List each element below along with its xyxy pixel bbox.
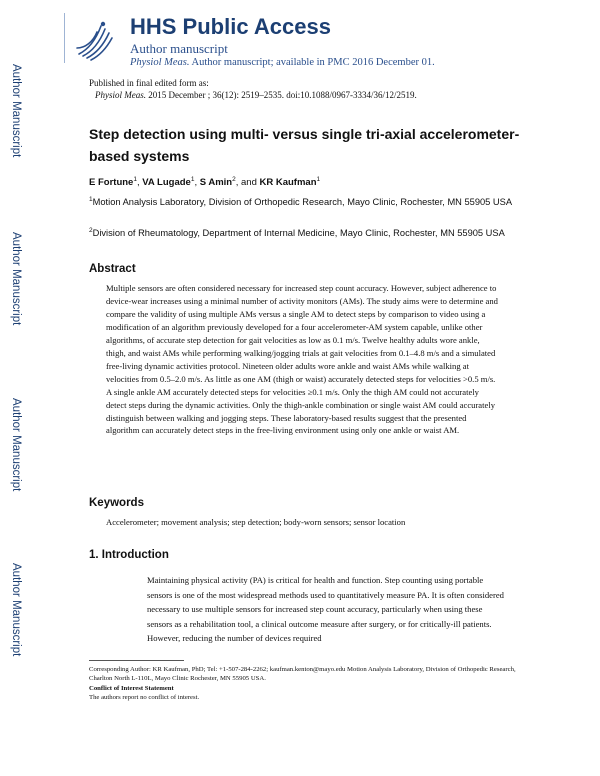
- keywords-text: Accelerometer; movement analysis; step detection; body-worn sensors; sensor location: [106, 517, 406, 527]
- author-name: E Fortune: [89, 177, 134, 189]
- keywords-heading: Keywords: [89, 497, 144, 509]
- manuscript-label: Author manuscript: [130, 41, 228, 56]
- side-strip: [0, 0, 52, 776]
- affiliation: $^2$Division of Rheumatology, Department of Internal Medicine, Mayo Clinic, Rochester, MN 55905 USA: [89, 227, 505, 239]
- affiliation: $^1$Motion Analysis Laboratory, Division of Orthopedic Research, Mayo Clinic, Rochester, MN 55905 USA: [89, 196, 513, 208]
- side-label: Author Manuscript: [10, 398, 22, 492]
- side-label: Author Manuscript: [10, 232, 22, 326]
- hhs-title: HHS Public Access: [130, 14, 331, 39]
- abstract-text: Multiple sensors are often considered necessary for increased step count accuracy. However, subject adherence to device-wear increases using a minimal number of activity monitors (AMs). The study aims were to determine and compare the validity of using multiple AMs versus a single AM to detect steps by comparison to video using a modification of an algorithm previously developed for a four accelerometer-AM system capable, unlike other algorithms, of accurate step detection for gait velocities as low as 0.1 m/s. Twelve healthy adults wore ankle, thigh, and waist AMs while performing walking/jogging trials at gait velocities from 0.1–4.8 m/s and a simulated free-living dynamic activities protocol. Nineteen older adults wore ankle and waist AMs while walking at velocities from 0.5–2.0 m/s. As little as one AM (thigh or waist) accurately detected steps for velocities >0.5 m/s. A single ankle AM accurately detected steps for velocities ≥0.1 m/s. Only the thigh AM could not accurately detect steps during the dynamic activities. Only the thigh-ankle combination or single waist AM could accurately distinguish between walking and jogging steps. These laboratory-based results suggest that the presented algorithm can accurately detect steps in the free-living environment using only one ankle or waist AM.: [106, 283, 498, 436]
- introduction-heading: 1. Introduction: [89, 549, 169, 561]
- header-divider: [64, 13, 65, 63]
- side-label: Author Manuscript: [10, 563, 22, 657]
- conflict-of-interest-text: The authors report no conflict of interest.: [89, 694, 200, 701]
- author-name: KR Kaufman: [259, 177, 317, 189]
- author-list: E Fortune$^1$, VA Lugade$^1$, S Amin$^2$, and KR Kaufman$^1$: [89, 176, 321, 189]
- side-label: Author Manuscript: [10, 64, 22, 158]
- conflict-of-interest-heading: Conflict of Interest Statement: [89, 685, 174, 692]
- footnote-rule: [89, 660, 184, 661]
- author-name: S Amin: [199, 177, 233, 189]
- hhs-eagle-logo-icon: [73, 18, 119, 64]
- paper-title: Step detection using multi- versus single tri-axial accelerometer-based systems: [89, 126, 520, 164]
- corresponding-author-note: Corresponding Author: KR Kaufman, PhD; Tel: +1-507-284-2262; kaufman.kenton@mayo.edu Motion Analysis Laboratory, Division of Orthopedic Research, Charlton North L-110L, Mayo Clinic Rochester, MN 55905 USA.: [89, 666, 516, 682]
- citation: Physiol Meas. 2015 December ; 36(12): 2519–2535. doi:10.1088/0967-3334/36/12/2519.: [95, 90, 417, 100]
- journal-availability: Physiol Meas. Author manuscript; available in PMC 2016 December 01.: [130, 57, 435, 68]
- abstract-heading: Abstract: [89, 263, 136, 275]
- publication-note: Published in final edited form as:: [89, 78, 209, 88]
- author-name: VA Lugade: [142, 177, 191, 189]
- introduction-text: Maintaining physical activity (PA) is critical for health and function. Step counting using portable sensors is one of the most widespread methods used to quantitatively measure PA. It is often considered necessary to use multiple sensors for increased step count accuracy, particularly when using these sensors as a rehabilitation tool, a clinical outcome measure after surgery, or for critically-ill patients. However, reducing the number of devices required: [147, 575, 504, 644]
